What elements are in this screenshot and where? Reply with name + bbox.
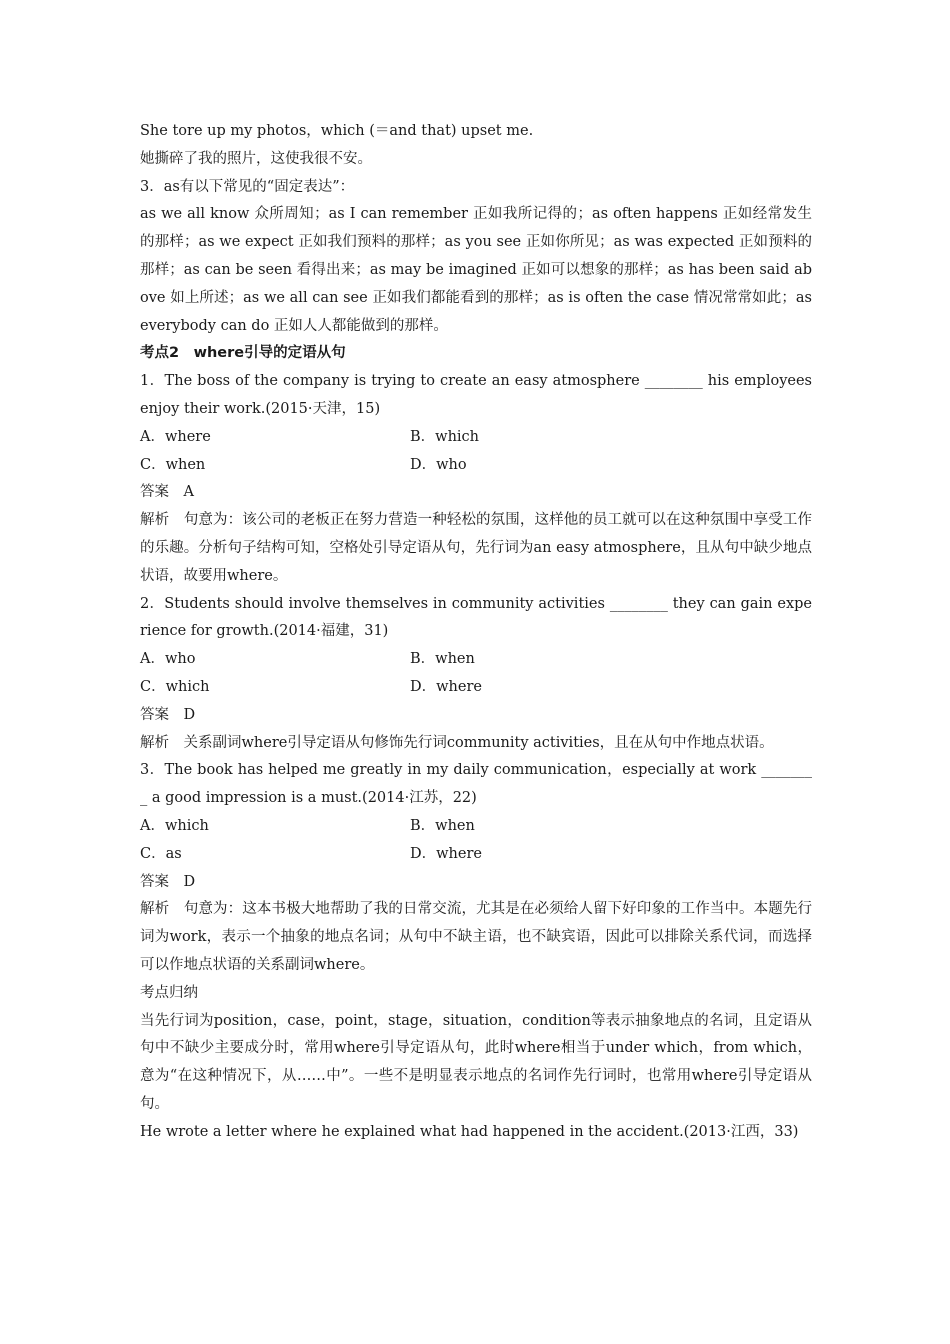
question-stem: 2．Students should involve themselves in community activities ________ they can gain experience for growth.(2014·福建，31): [140, 595, 812, 640]
option-a: A．who: [140, 651, 196, 668]
analysis-text: 解析 关系副词where引导定语从句修饰先行词community activities，且在从句中作地点状语。: [140, 734, 774, 751]
question-stem: 1．The boss of the company is trying to create an easy atmosphere ________ his employees enjoy their work.(2015·天津，15): [140, 373, 817, 417]
example-sentence-zh: 她撕碎了我的照片，这使我很不安。: [140, 150, 372, 167]
option-b: B．when: [410, 651, 475, 668]
point3-body: as we all know 众所周知；as I can remember 正如我所记得的；as often happens 正如经常发生的那样；as we expect 正如我们预料的那样；as you see 正如你所见；as was expected 正如预料的那样；as can be seen 看得出来；as may be imagined 正如可以想象的那样；as has been said above 如上所述；as we all can see 正如我们都能看到的那样；as is often the case 情况常常如此；as everybody can do 正如人人都能做到的那样。: [140, 206, 817, 334]
option-c: C．when: [140, 456, 206, 473]
analysis-text: 解析 句意为：该公司的老板正在努力营造一种轻松的氛围，这样他的员工就可以在这种氛围中享受工作的乐趣。分析句子结构可知，空格处引导定语从句，先行词为an easy atmosphere，且从句中缺少地点状语，故要用where。: [140, 512, 812, 584]
question-2: [140, 591, 812, 758]
summary-example: He wrote a letter where he explained what had happened in the accident.(2013·江西，33): [140, 1123, 799, 1140]
question-1: [140, 368, 817, 590]
option-d: D．who: [410, 456, 467, 473]
option-a: A．which: [140, 817, 209, 834]
section-heading: 考点2 where引导的定语从句: [140, 345, 346, 362]
summary-body: 当先行词为position，case，point，stage，situation，condition等表示抽象地点的名词，且定语从句中不缺少主要成分时，常用where引导定语从句，此时where相当于under which，from which，意为“在这种情况下，从……中”。一些不是明显表示地点的名词作先行词时，也常用where引导定语从句。: [140, 1012, 812, 1112]
question-options: [140, 646, 812, 702]
answer-line: 答案 D: [140, 873, 196, 890]
question-stem: 3．The book has helped me greatly in my daily communication，especially at work ________ a good impression is a must.(2014·江苏，22): [140, 762, 812, 807]
question-options: [140, 424, 812, 480]
analysis-text: 解析 句意为：这本书极大地帮助了我的日常交流，尤其是在必须给人留下好印象的工作当中。本题先行词为work，表示一个抽象的地点名词；从句中不缺主语，也不缺宾语，因此可以排除关系代词，而选择可以作地点状语的关系副词where。: [140, 901, 812, 973]
option-c: C．which: [140, 678, 210, 695]
option-d: D．where: [410, 678, 482, 695]
option-a: A．where: [140, 428, 211, 445]
point3-title: 3．as有以下常见的“固定表达”：: [140, 178, 355, 195]
example-sentence-en: She tore up my photos，which (＝and that) upset me.: [140, 123, 534, 139]
answer-line: 答案 D: [140, 706, 196, 723]
answer-line: 答案 A: [140, 484, 194, 501]
option-c: C．as: [140, 845, 182, 862]
document-page: [140, 118, 817, 1146]
option-d: D．where: [410, 845, 482, 862]
question-options: [140, 813, 812, 869]
option-b: B．which: [410, 428, 480, 445]
option-b: B．when: [410, 817, 475, 834]
summary-title: 考点归纳: [140, 984, 198, 1001]
question-3: [140, 757, 812, 979]
